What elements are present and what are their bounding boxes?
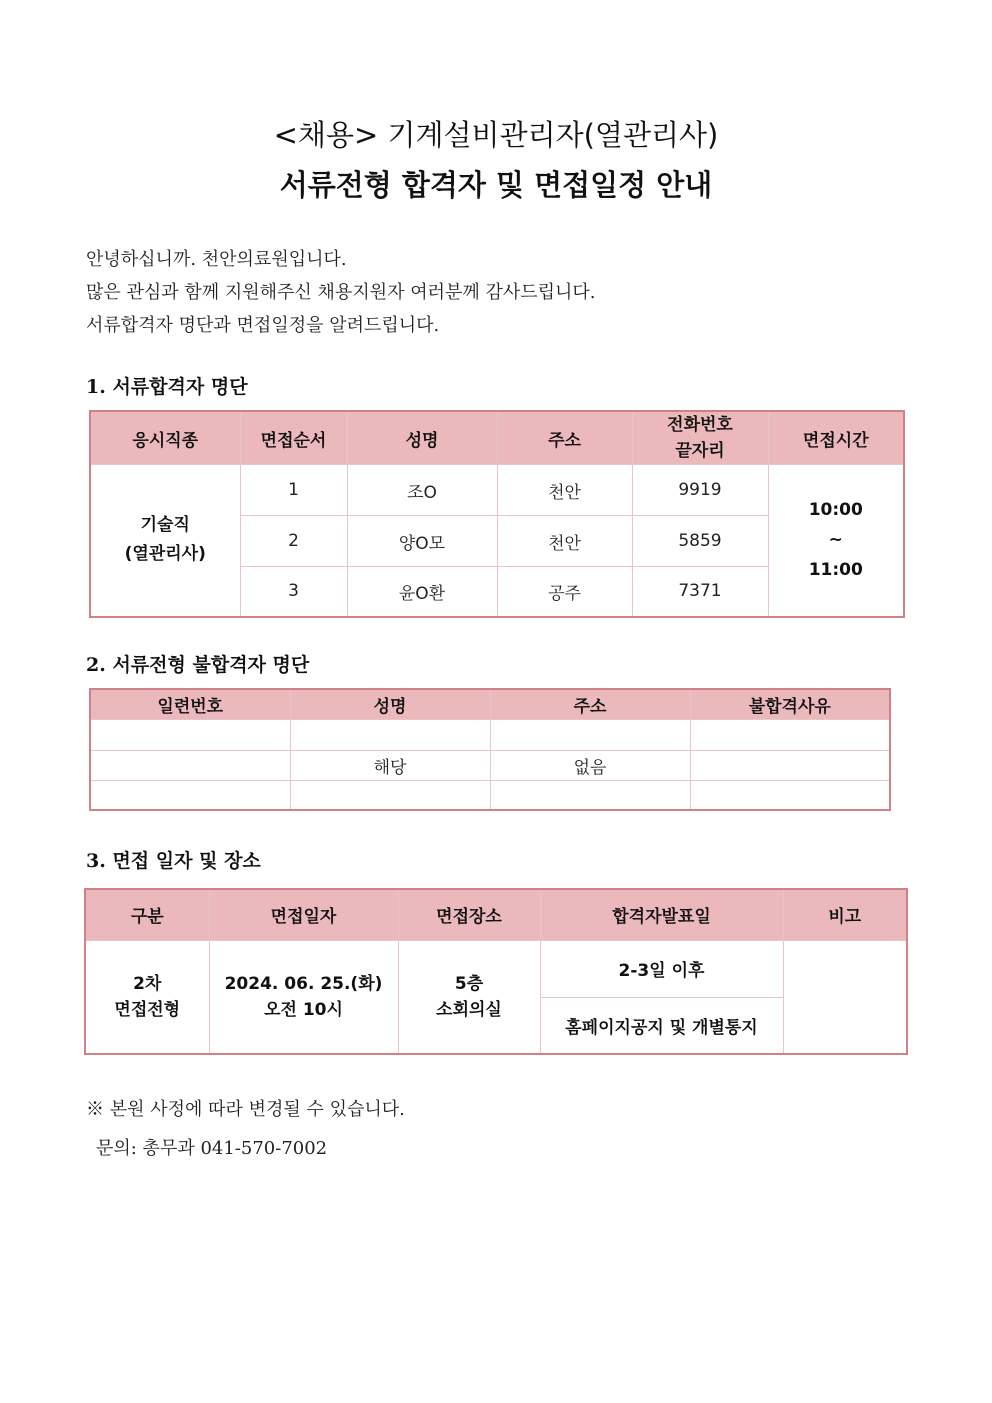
empty-cell	[290, 780, 490, 810]
empty-cell	[690, 780, 890, 810]
table-header-row	[90, 411, 904, 465]
header-cell: 비고	[783, 889, 907, 940]
intro-paragraph	[86, 243, 596, 342]
empty-cell	[290, 719, 490, 750]
order-cell: 3	[240, 567, 347, 617]
section2-heading: 2. 서류전형 불합격자 명단	[86, 654, 310, 676]
place-line2: 소회의실	[436, 999, 502, 1020]
empty-cell	[490, 780, 690, 810]
date-line1: 2024. 06. 25.(화)	[224, 973, 383, 994]
time-end: 11:00	[808, 560, 863, 581]
header-cell: 주소	[490, 689, 690, 719]
header-cell: 합격자발표일	[540, 889, 783, 940]
remarks-cell	[783, 940, 907, 1054]
phone-cell: 5859	[632, 516, 768, 567]
interview-schedule-table	[84, 888, 908, 1055]
address-cell: 없음	[490, 750, 690, 780]
interview-date-cell	[209, 940, 398, 1054]
empty-cell	[690, 719, 890, 750]
header-cell: 성명	[290, 689, 490, 719]
intro-line: 많은 관심과 함께 지원해주신 채용지원자 여러분께 감사드립니다.	[86, 282, 596, 303]
interview-place-cell	[398, 940, 540, 1054]
type-line2: 면접전형	[114, 999, 181, 1020]
address-cell: 천안	[497, 465, 632, 516]
section3-heading: 3. 면접 일자 및 장소	[86, 850, 261, 872]
intro-line: 서류합격자 명단과 면접일정을 알려드립니다.	[86, 315, 440, 336]
phone-cell: 7371	[632, 567, 768, 617]
header-cell: 응시직종	[90, 411, 240, 465]
job-type-line2: (열관리사)	[124, 544, 206, 565]
header-cell: 불합격사유	[690, 689, 890, 719]
intro-line: 안녕하십니까. 천안의료원입니다.	[86, 249, 347, 270]
address-cell: 천안	[497, 516, 632, 567]
header-cell: 면접장소	[398, 889, 540, 940]
header-phone-line2: 끝자리	[675, 441, 725, 461]
phone-cell: 9919	[632, 465, 768, 516]
table-row	[90, 750, 890, 780]
interview-time-cell	[768, 465, 904, 617]
change-notice: ※ 본원 사정에 따라 변경될 수 있습니다.	[86, 1099, 405, 1120]
header-cell: 주소	[497, 411, 632, 465]
empty-cell	[90, 750, 290, 780]
announce-method-cell: 홈페이지공지 및 개별통지	[540, 997, 783, 1054]
table-row	[90, 780, 890, 810]
empty-cell	[90, 780, 290, 810]
table-row	[85, 940, 907, 997]
rejected-applicants-table	[89, 688, 891, 811]
name-cell: 윤O환	[347, 567, 497, 617]
header-cell: 면접시간	[768, 411, 904, 465]
table-row	[90, 719, 890, 750]
header-cell-phone	[632, 411, 768, 465]
empty-cell	[690, 750, 890, 780]
empty-cell	[490, 719, 690, 750]
table-header-row	[85, 889, 907, 940]
document-title-line1: <채용> 기계설비관리자(열관리사)	[273, 118, 719, 152]
header-cell: 성명	[347, 411, 497, 465]
type-line1: 2차	[133, 973, 162, 994]
header-cell: 구분	[85, 889, 209, 940]
passed-applicants-table	[89, 410, 905, 618]
job-type-line1: 기술직	[140, 515, 190, 536]
order-cell: 2	[240, 516, 347, 567]
job-type-cell	[90, 465, 240, 617]
section1-heading: 1. 서류합격자 명단	[86, 376, 248, 398]
table-header-row	[90, 689, 890, 719]
interview-type-cell	[85, 940, 209, 1054]
empty-cell	[90, 719, 290, 750]
time-separator: ~	[828, 530, 843, 551]
name-cell: 해당	[290, 750, 490, 780]
header-cell: 면접순서	[240, 411, 347, 465]
order-cell: 1	[240, 465, 347, 516]
name-cell: 조O	[347, 465, 497, 516]
time-start: 10:00	[808, 500, 863, 521]
contact-info: 문의: 총무과 041-570-7002	[96, 1138, 328, 1159]
place-line1: 5층	[454, 973, 484, 994]
announce-date-cell: 2-3일 이후	[540, 940, 783, 997]
table-row	[90, 465, 904, 516]
name-cell: 양O모	[347, 516, 497, 567]
header-cell: 일련번호	[90, 689, 290, 719]
date-line2: 오전 10시	[264, 999, 343, 1020]
header-cell: 면접일자	[209, 889, 398, 940]
header-phone-line1: 전화번호	[667, 415, 733, 435]
address-cell: 공주	[497, 567, 632, 617]
document-title-line2: 서류전형 합격자 및 면접일정 안내	[279, 168, 713, 202]
